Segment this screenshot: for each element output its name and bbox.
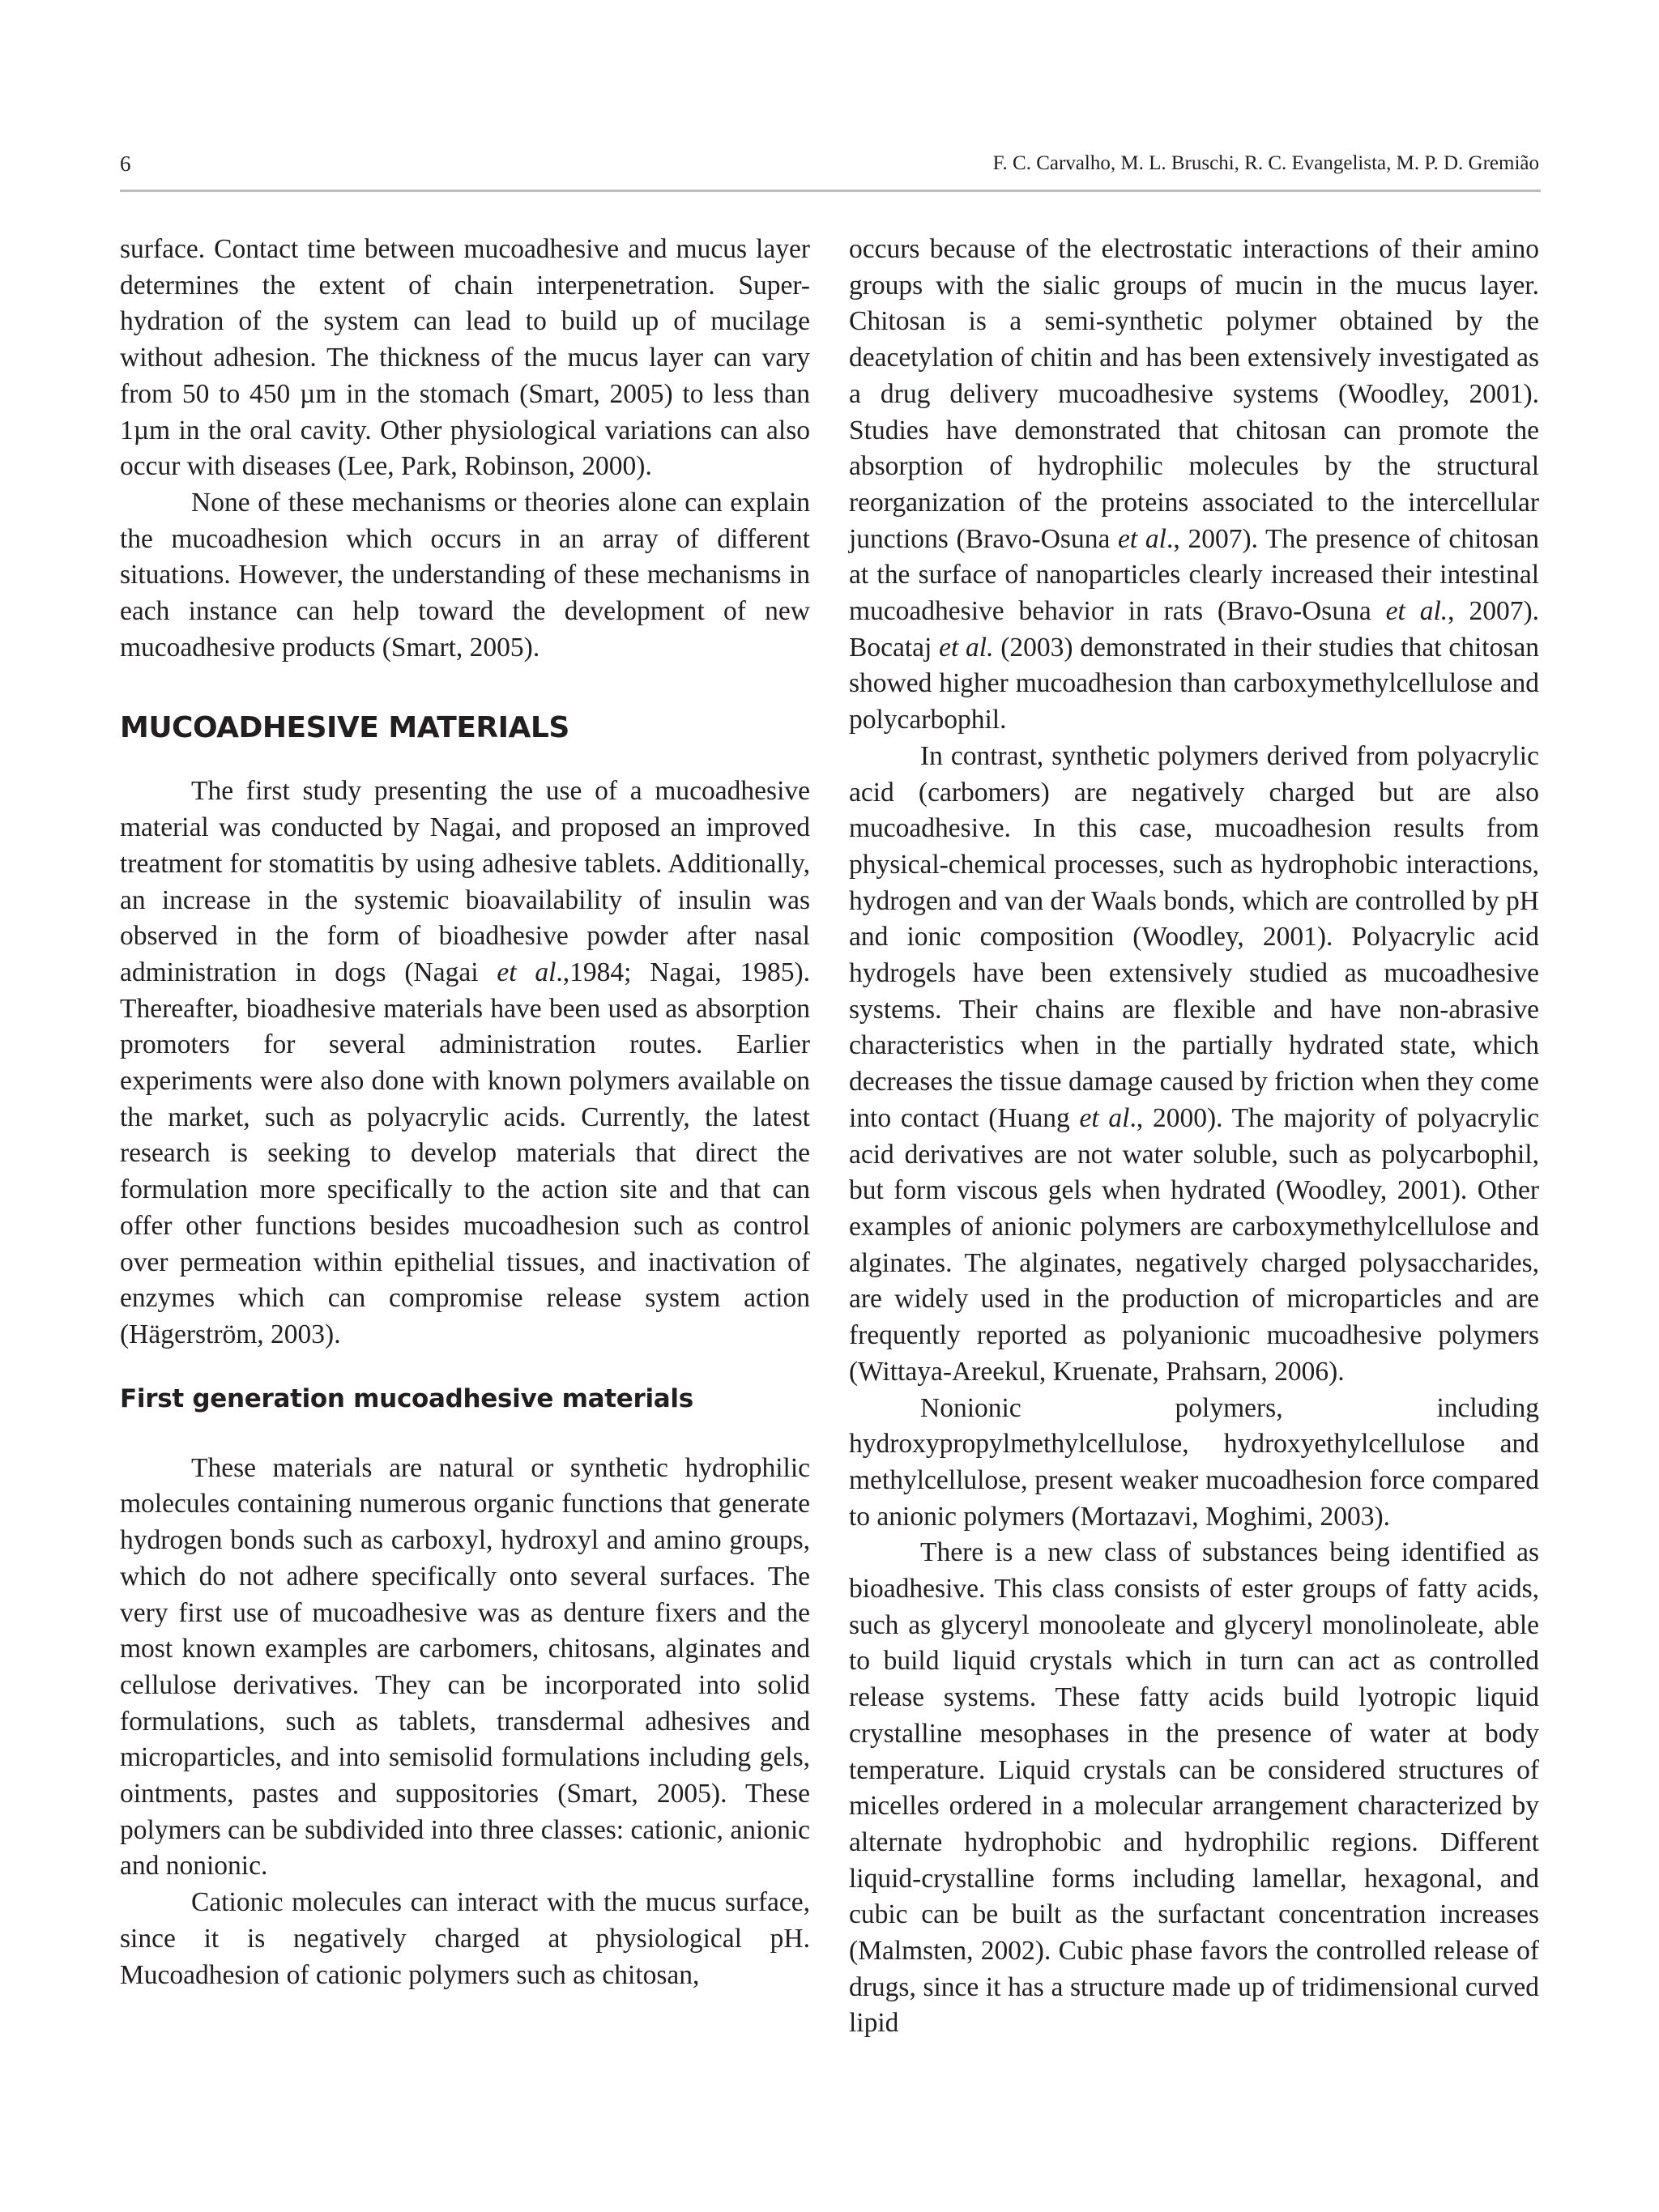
text-run: , 2007). Bocataj [849, 596, 1539, 663]
paragraph: Nonionic polymers, including hydroxypropylmethylcellulose, hydroxyethylcellulose and methylcellulose, present weaker mucoadhesion force compared to anionic polymers (Mortazavi, Moghimi, 2003). [849, 1392, 1539, 1532]
text-run: ., 2007). The presence of chitosan at the surface of nanoparticles clearly increased their intestinal mucoadhesive behavior in rats (Bravo-Osuna [849, 523, 1540, 627]
italic-text: et al [1118, 523, 1166, 554]
subsection-heading: First generation mucoadhesive materials [120, 1383, 693, 1413]
right-column [849, 232, 1539, 2042]
text-run: The first study presenting the use of a mucoadhesive material was conducted by Nagai, and proposed an improved treatment for stomatitis by using adhesive tablets. Additionally, an increase in the systemic bioavailability of insulin was observed in the form of bioadhesive powder after nasal administration in dogs (Nagai [120, 776, 810, 987]
text-run: ., 2000). The majority of polyacrylic acid derivatives are not water soluble, such as polycarbophil, but form viscous gels when hydrated (Woodley, 2001). Other examples of anionic polymers are carboxymethylcellulose and alginates. The alginates, negatively charged polysaccharides, are widely used in the production of microparticles and are frequently reported as polyanionic mucoadhesive polymers (Wittaya-Areekul, Kruenate, Prahsarn, 2006). [849, 1102, 1539, 1387]
text-run: In contrast, synthetic polymers derived from polyacrylic acid (carbomers) are negatively charged but are also mucoadhesive. In this case, mucoadhesion results from physical-chemical processes, such as hydrophobic interactions, hydrogen and van der Waals bonds, which are controlled by pH and ionic composition (Woodley, 2001). Polyacrylic acid hydrogels have been extensively studied as mucoadhesive systems. Their chains are flexible and have non-abrasive characteristics when in the partially hydrated state, which decreases the tissue damage caused by friction when they come into contact (Huang [849, 740, 1539, 1133]
paragraph: These materials are natural or synthetic hydrophilic molecules containing numerous organic functions that generate hydrogen bonds such as carboxyl, hydroxyl and amino groups, which do not adhere specifically onto several surfaces. The very first use of mucoadhesive was as denture fixers and the most known examples are carbomers, chitosans, alginates and cellulose derivatives. They can be incorporated into solid formulations, such as tablets, transdermal adhesives and microparticles, and into semisolid formulations including gels, ointments, pastes and suppositories (Smart, 2005). These polymers can be subdivided into three classes: cationic, anionic and nonionic. [120, 1452, 810, 1882]
text-run: occurs because of the electrostatic interactions of their amino groups with the sialic groups of mucin in the mucus layer. Chitosan is a semi-synthetic polymer obtained by the deacetylation of chitin and has been extensively investigated as a drug delivery mucoadhesive systems (Woodley, 2001). Studies have demonstrated that chitosan can promote the absorption of hydrophilic molecules by the structural reorganization of the proteins associated to the intercellular junctions (Bravo-Osuna [849, 234, 1539, 554]
paragraph: Cationic molecules can interact with the mucus surface, since it is negatively charged at physiological pH. Mucoadhesion of cationic polymers such as chitosan, [120, 1887, 810, 1990]
page-header [120, 147, 1539, 188]
paragraph: There is a new class of substances being identified as bioadhesive. This class consists of ester groups of fatty acids, such as glyceryl monooleate and glyceryl monolinoleate, able to build liquid crystals which in turn can act as controlled release systems. These fatty acids build lyotropic liquid crystalline mesophases in the presence of water at body temperature. Liquid crystals can be considered structures of micelles ordered in a molecular arrangement characterized by alternate hydrophobic and hydrophilic regions. Different liquid-crystalline forms including lamellar, hexagonal, and cubic can be built as the surfactant concentration increases (Malmsten, 2002). Cubic phase favors the controlled release of drugs, since it has a structure made up of tridimensional curved lipid [849, 1537, 1539, 2039]
italic-text: et al [497, 957, 557, 987]
section-heading: MUCOADHESIVE MATERIALS [120, 711, 569, 745]
italic-text: et al. [1385, 596, 1448, 627]
running-head-authors: F. C. Carvalho, M. L. Bruschi, R. C. Evangelista, M. P. D. Gremião [992, 152, 1539, 174]
italic-text: et al [1079, 1102, 1130, 1133]
paragraph [120, 774, 810, 1353]
text-run: .,1984; Nagai, 1985). Thereafter, bioadhesive materials have been used as absorption promoters for several administration routes. Earlier experiments were also done with known polymers available on the market, such as polyacrylic acids. Currently, the latest research is seeking to develop materials that direct the formulation more specifically to the action site and that can offer other functions besides mucoadhesion such as control over permeation within epithelial tissues, and inactivation of enzymes which can compromise release system action (Hägerström, 2003). [120, 957, 810, 1349]
paragraph: None of these mechanisms or theories alone can explain the mucoadhesion which occurs in an array of different situations. However, the understanding of these mechanisms in each instance can help toward the development of new mucoadhesive products (Smart, 2005). [120, 487, 810, 663]
paragraph: surface. Contact time between mucoadhesive and mucus layer determines the extent of chain interpenetration. Super-hydration of the system can lead to build up of mucilage without adhesion. The thickness of the mucus layer can vary from 50 to 450 µm in the stomach (Smart, 2005) to less than 1µm in the oral cavity. Other physiological variations can also occur with diseases (Lee, Park, Robinson, 2000). [120, 234, 810, 482]
header-rule [120, 190, 1541, 192]
left-column [120, 232, 810, 1993]
page-number: 6 [120, 151, 131, 176]
text-run: (2003) demonstrated in their studies that chitosan showed higher mucoadhesion than carboxymethylcellulose and polycarbophil. [849, 632, 1539, 735]
paragraph [849, 739, 1539, 1391]
paragraph [849, 232, 1539, 739]
italic-text: et al. [939, 632, 994, 663]
